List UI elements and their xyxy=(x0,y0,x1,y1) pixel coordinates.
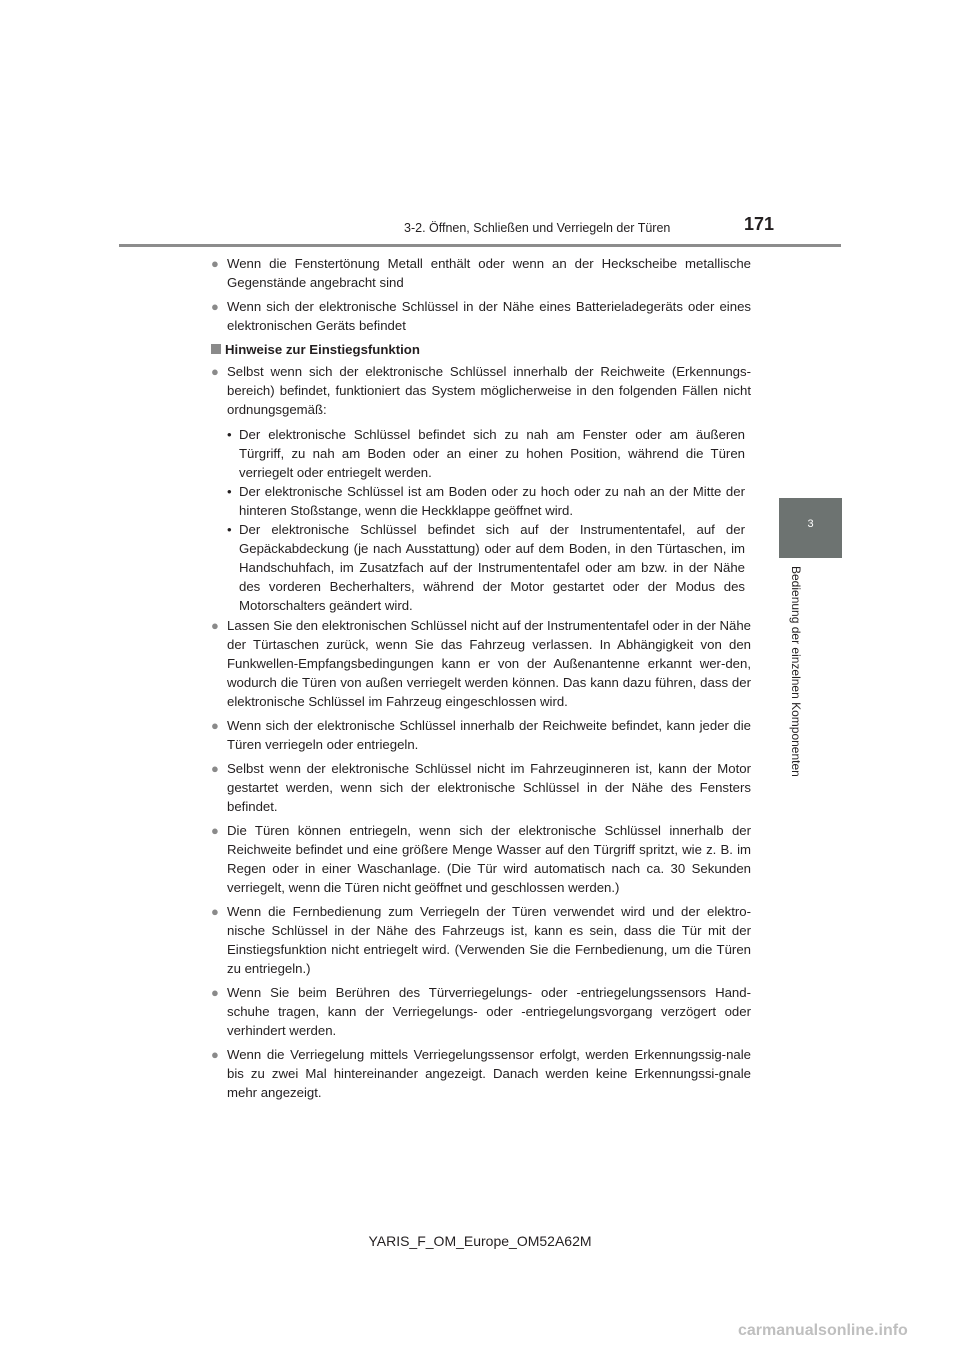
item-text: Wenn sich der elektronische Schlüssel innerhalb der Reichweite befindet, kann jeder die Türen verriegeln oder entriegeln. xyxy=(227,718,751,752)
section-heading xyxy=(211,340,751,359)
sub-item-text: Der elektronische Schlüssel befindet sich auf der Instrumententafel, auf der Gepäckabdeckung (je nach Ausstattung) oder auf dem Boden, in den Türtaschen, im Handschuhfach, im Zusatzfach auf der Instrumententafel oder am bzw. in der Nähe des vorderen Becherhalters, während der Motor gestartet oder der Modus des Motorschalters geändert wird. xyxy=(239,522,745,613)
chapter-number: 3 xyxy=(807,518,814,530)
sub-item-text: Der elektronische Schlüssel befindet sich zu nah am Fenster oder am äußeren Türgriff, zu nah am Boden oder an einer zu hohen Position, während die Türen verriegelt oder entriegelt werden. xyxy=(239,427,745,480)
bullet-icon: ● xyxy=(211,823,219,838)
section-heading-text: Hinweise zur Einstiegsfunktion xyxy=(225,342,420,357)
sub-list-item xyxy=(211,425,751,482)
list-item xyxy=(211,254,751,292)
list-item xyxy=(211,362,751,419)
page-body xyxy=(211,254,751,1102)
bullet-icon: ● xyxy=(211,904,219,919)
square-bullet-icon xyxy=(211,344,221,354)
list-item xyxy=(211,759,751,816)
item-text: Wenn sich der elektronische Schlüssel in der Nähe eines Batterieladegeräts oder eines elektronischen Geräts befindet xyxy=(227,299,751,333)
item-text: Lassen Sie den elektronischen Schlüssel nicht auf der Instrumententafel oder in der Nähe der Türtaschen zurück, wenn Sie das Fahrzeug verlassen. In Abhängigkeit von den Funkwellen-Empfangsbedingungen kann er von der Außenantenne erkannt wer-den, wodurch die Türen von außen verriegelt werden können. Das kann dazu führen, dass der elektronische Schlüssel im Fahrzeug eingeschlossen wird. xyxy=(227,618,751,709)
sub-item-text: Der elektronische Schlüssel ist am Boden oder zu hoch oder zu nah an der Mitte der hinteren Stoßstange, wenn die Heckklappe geöffnet wird. xyxy=(239,484,745,518)
bullet-icon: ● xyxy=(211,985,219,1000)
bullet-icon: ● xyxy=(211,1047,219,1062)
item-text: Wenn die Fenstertönung Metall enthält oder wenn an der Heckscheibe metallische Gegenstände angebracht sind xyxy=(227,256,751,290)
chapter-title: Bedienung der einzelnen Komponenten xyxy=(789,566,803,777)
list-item xyxy=(211,297,751,335)
header-divider xyxy=(119,244,841,247)
bullet-icon: ● xyxy=(211,618,219,633)
item-text: Wenn Sie beim Berühren des Türverriegelungs- oder -entriegelungssensors Hand-schuhe tragen, kann der Verriegelungs- oder -entriegelungsvorgang verzögert oder verhindert werden. xyxy=(227,985,751,1038)
list-item xyxy=(211,1045,751,1102)
document-code: YARIS_F_OM_Europe_OM52A62M xyxy=(368,1233,592,1249)
bullet-icon: ● xyxy=(211,364,219,379)
bullet-icon: ● xyxy=(211,256,219,271)
page-number: 171 xyxy=(744,214,775,234)
list-item xyxy=(211,821,751,897)
list-item xyxy=(211,902,751,978)
item-text: Wenn die Fernbedienung zum Verriegeln der Türen verwendet wird und der elektro-nische Schlüssel in der Nähe des Fahrzeugs ist, kann es sein, dass die Tür mit der Einstiegsfunktion nicht entriegelt wird. (Verwenden Sie die Fernbedienung, um die Türen zu entriegeln.) xyxy=(227,904,751,976)
list-item xyxy=(211,716,751,754)
item-text: Selbst wenn der elektronische Schlüssel nicht im Fahrzeuginneren ist, kann der Motor gestartet werden, wenn sich der elektronische Schlüssel in der Nähe des Fensters befindet. xyxy=(227,761,751,814)
dot-icon: • xyxy=(227,427,232,442)
chapter-tab xyxy=(779,498,842,558)
list-item xyxy=(211,616,751,711)
list-item xyxy=(211,983,751,1040)
watermark: carmanualsonline.info xyxy=(738,1322,908,1339)
sub-list-item xyxy=(211,520,751,615)
item-text: Selbst wenn sich der elektronische Schlüssel innerhalb der Reichweite (Erkennungs-bereich) befindet, funktioniert das System möglicherweise in den folgenden Fällen nicht ordnungsgemäß: xyxy=(227,364,751,417)
bullet-icon: ● xyxy=(211,718,219,733)
bullet-icon: ● xyxy=(211,761,219,776)
dot-icon: • xyxy=(227,522,232,537)
bullet-icon: ● xyxy=(211,299,219,314)
sub-list-item xyxy=(211,482,751,520)
dot-icon: • xyxy=(227,484,232,499)
item-text: Die Türen können entriegeln, wenn sich der elektronische Schlüssel innerhalb der Reichweite befindet und eine größere Menge Wasser auf den Türgriff spritzt, wie z. B. im Regen oder in einer Waschanlage. (Die Tür wird automatisch nach ca. 30 Sekunden verriegelt, wenn die Türen nicht geöffnet und geschlossen werden.) xyxy=(227,823,751,895)
section-title: 3-2. Öffnen, Schließen und Verriegeln der Türen xyxy=(404,221,671,235)
item-text: Wenn die Verriegelung mittels Verriegelungssensor erfolgt, werden Erkennungssig-nale bis zu zwei Mal hintereinander angezeigt. Danach werden keine Erkennungssi-gnale mehr angezeigt. xyxy=(227,1047,751,1100)
